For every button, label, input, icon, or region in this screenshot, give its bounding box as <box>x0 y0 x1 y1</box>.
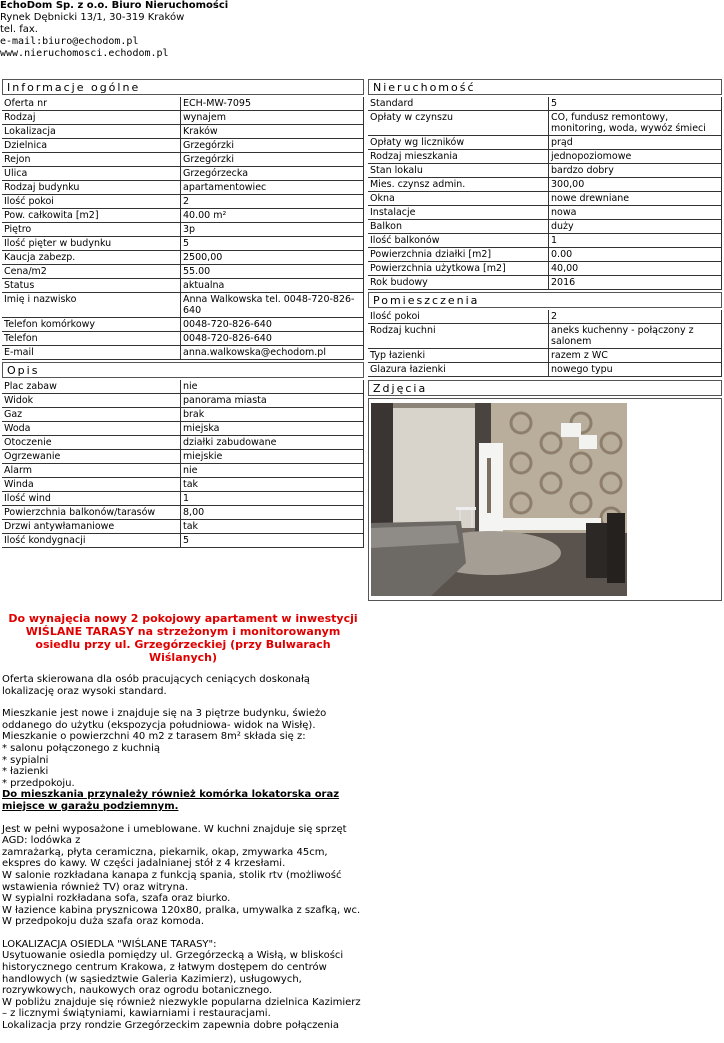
field-label: Oferta nr <box>2 97 181 111</box>
field-value: anna.walkowska@echodom.pl <box>181 346 364 360</box>
field-value: wynajem <box>181 111 364 125</box>
table-row <box>368 97 722 111</box>
field-label: Ulica <box>2 167 181 181</box>
field-value: Grzegórzki <box>181 153 364 167</box>
field-value: działki zabudowane <box>181 436 364 450</box>
field-value: apartamentowiec <box>181 181 364 195</box>
field-value: 8,00 <box>181 506 364 520</box>
field-value: 2 <box>549 310 722 324</box>
field-value: 2016 <box>549 276 722 290</box>
table-row <box>368 150 722 164</box>
field-value: miejska <box>181 422 364 436</box>
field-label: Ilość balkonów <box>368 234 549 248</box>
table-row <box>368 206 722 220</box>
table-row <box>368 136 722 150</box>
table-row <box>368 310 722 324</box>
field-value: prąd <box>549 136 722 150</box>
field-value: Anna Walkowska tel. 0048-720-826-640 <box>181 293 364 318</box>
field-label: Glazura łazienki <box>368 363 549 377</box>
section-rooms-title: Pomieszczenia <box>368 292 722 308</box>
description-text <box>2 612 364 1043</box>
rooms-table <box>368 310 722 377</box>
field-label: E-mail <box>2 346 181 360</box>
field-label: Imię i nazwisko <box>2 293 181 318</box>
table-row <box>2 139 364 153</box>
table-row <box>368 234 722 248</box>
section-general-title: Informacje ogólne <box>2 79 364 95</box>
field-label: Widok <box>2 394 181 408</box>
field-label: Drzwi antywłamaniowe <box>2 520 181 534</box>
field-label: Opłaty w czynszu <box>368 111 549 136</box>
table-row <box>2 279 364 293</box>
table-row <box>368 363 722 377</box>
table-row <box>2 153 364 167</box>
table-row <box>368 276 722 290</box>
company-address: Rynek Dębnicki 13/1, 30-319 Kraków <box>0 12 185 23</box>
field-value: aneks kuchenny - połączony z salonem <box>549 324 722 349</box>
field-label: Mies. czynsz admin. <box>368 178 549 192</box>
company-email: e-mail:biuro@echodom.pl <box>0 36 139 47</box>
field-label: Typ łazienki <box>368 349 549 363</box>
field-label: Piętro <box>2 223 181 237</box>
field-value: 40.00 m² <box>181 209 364 223</box>
table-row <box>2 464 364 478</box>
table-row <box>2 492 364 506</box>
field-label: Status <box>2 279 181 293</box>
field-value: nowa <box>549 206 722 220</box>
field-label: Opłaty wg liczników <box>368 136 549 150</box>
table-row <box>2 293 364 318</box>
field-value: CO, fundusz remontowy, monitoring, woda, wywóz śmieci <box>549 111 722 136</box>
field-label: Rodzaj mieszkania <box>368 150 549 164</box>
field-label: Lokalizacja <box>2 125 181 139</box>
opis-table <box>2 380 364 548</box>
table-row <box>2 318 364 332</box>
field-value: ECH-MW-7095 <box>181 97 364 111</box>
field-value: 1 <box>181 492 364 506</box>
table-row <box>2 237 364 251</box>
field-value: 1 <box>549 234 722 248</box>
field-label: Rodzaj kuchni <box>368 324 549 349</box>
table-row <box>2 111 364 125</box>
field-label: Ilość wind <box>2 492 181 506</box>
field-label: Rodzaj budynku <box>2 181 181 195</box>
field-label: Dzielnica <box>2 139 181 153</box>
table-row <box>2 422 364 436</box>
photo-gallery <box>368 398 722 601</box>
table-row <box>2 408 364 422</box>
field-value: 2500,00 <box>181 251 364 265</box>
description-storage-note: Do mieszkania przynależy również komórka lokatorska oraz miejsce w garażu podziemnym. <box>2 789 340 812</box>
table-row <box>2 125 364 139</box>
table-row <box>2 534 364 548</box>
table-row <box>368 248 722 262</box>
apartment-photo[interactable] <box>371 403 627 596</box>
field-label: Ilość pokoi <box>368 310 549 324</box>
table-row <box>2 436 364 450</box>
description-paragraph-2: Mieszkanie jest nowe i znajduje się na 3 piętrze budynku, świeżo oddanego do użytku (ekspozycja południowa- widok na Wisłę). Mieszkanie o powierzchni 40 m2 z tarasem 8m² składa się z: * salonu połączonego z kuchnią * sypialni * łazienki * przedpokoju. <box>2 708 327 789</box>
field-value: jednopoziomowe <box>549 150 722 164</box>
field-label: Telefon <box>2 332 181 346</box>
table-row <box>2 332 364 346</box>
table-row <box>2 394 364 408</box>
field-label: Winda <box>2 478 181 492</box>
table-row <box>2 195 364 209</box>
field-value: 5 <box>549 97 722 111</box>
table-row <box>2 450 364 464</box>
description-paragraph-3: Jest w pełni wyposażone i umeblowane. W kuchni znajduje się sprzęt AGD: lodówka z zamrażarką, płyta ceramiczna, piekarnik, okap, zmywarka 45cm, ekspres do kawy. W części jadalnianej stół z 4 krzesłami. W salonie rozkładana kanapa z funkcją spania, stolik rtv (możliwość wstawienia również TV) oraz witryna. W sypialni rozkładana sofa, szafa oraz biurko. W łazience kabina prysznicowa 120x80, pralka, umywalka z szafką, wc. W przedpokoju duża szafa oraz komoda. <box>2 823 361 928</box>
field-label: Rok budowy <box>368 276 549 290</box>
field-label: Instalacje <box>368 206 549 220</box>
agency-header <box>0 0 300 60</box>
field-value: 5 <box>181 237 364 251</box>
field-value: 3p <box>181 223 364 237</box>
left-column <box>2 79 364 548</box>
field-label: Pow. całkowita [m2] <box>2 209 181 223</box>
property-table <box>368 97 722 290</box>
company-name: EchoDom Sp. z o.o. Biuro Nieruchomości <box>0 0 229 11</box>
field-label: Okna <box>368 192 549 206</box>
field-value: 0.00 <box>549 248 722 262</box>
field-value: 2 <box>181 195 364 209</box>
field-label: Ilość pięter w budynku <box>2 237 181 251</box>
table-row <box>368 324 722 349</box>
description-headline: Do wynajęcia nowy 2 pokojowy apartament w inwestycji WIŚLANE TARASY na strzeżonym i monitorowanym osiedlu przy ul. Grzegórzeckiej (przy Bulwarach Wiślanych) <box>8 612 358 664</box>
field-value: brak <box>181 408 364 422</box>
field-label: Rodzaj <box>2 111 181 125</box>
field-value: panorama miasta <box>181 394 364 408</box>
field-value: 5 <box>181 534 364 548</box>
company-phone: tel. fax. <box>0 24 38 35</box>
field-value: Kraków <box>181 125 364 139</box>
field-value: 300,00 <box>549 178 722 192</box>
field-label: Woda <box>2 422 181 436</box>
description-paragraph-1: Oferta skierowana dla osób pracujących ceniących doskonałą lokalizację oraz wysoki standard. <box>2 674 310 697</box>
field-value: aktualna <box>181 279 364 293</box>
table-row <box>2 506 364 520</box>
table-row <box>2 346 364 360</box>
table-row <box>368 164 722 178</box>
field-label: Powierzchnia użytkowa [m2] <box>368 262 549 276</box>
field-value: 0048-720-826-640 <box>181 332 364 346</box>
field-label: Powierzchnia działki [m2] <box>368 248 549 262</box>
table-row <box>368 262 722 276</box>
general-table <box>2 97 364 360</box>
field-label: Rejon <box>2 153 181 167</box>
table-row <box>368 349 722 363</box>
right-column <box>368 79 722 601</box>
table-row <box>2 251 364 265</box>
table-row <box>2 520 364 534</box>
field-value: Grzegórzecka <box>181 167 364 181</box>
field-label: Balkon <box>368 220 549 234</box>
field-label: Stan lokalu <box>368 164 549 178</box>
field-label: Gaz <box>2 408 181 422</box>
table-row <box>2 209 364 223</box>
section-photos-title: Zdjęcia <box>368 380 722 396</box>
field-label: Telefon komórkowy <box>2 318 181 332</box>
table-row <box>368 111 722 136</box>
table-row <box>2 167 364 181</box>
field-value: 0048-720-826-640 <box>181 318 364 332</box>
table-row <box>368 192 722 206</box>
table-row <box>2 181 364 195</box>
field-value: duży <box>549 220 722 234</box>
field-label: Ilość pokoi <box>2 195 181 209</box>
field-label: Otoczenie <box>2 436 181 450</box>
table-row <box>368 178 722 192</box>
field-label: Powierzchnia balkonów/tarasów <box>2 506 181 520</box>
field-value: nowego typu <box>549 363 722 377</box>
description-paragraph-4: LOKALIZACJA OSIEDLA "WIŚLANE TARASY": Usytuowanie osiedla pomiędzy ul. Grzegórzecką a Wisłą, w bliskości historycznego centrum Krakowa, z łatwym dostępem do centrów handlowych (w sąsiedztwie Galeria Kazimierz), usługowych, rozrywkowych, naukowych oraz ogrodu botanicznego. W pobliżu znajduje się również niezwykle popularna dzielnica Kazimierz – z licznymi świątyniami, kawiarniami i restauracjami. Lokalizacja przy rondzie Grzegórzeckim zapewnia dobre połączenia <box>2 938 361 1032</box>
section-opis-title: Opis <box>2 362 364 378</box>
table-row <box>2 478 364 492</box>
field-value: nie <box>181 380 364 394</box>
field-value: 55.00 <box>181 265 364 279</box>
table-row <box>2 380 364 394</box>
field-value: Grzegórzki <box>181 139 364 153</box>
field-value: tak <box>181 520 364 534</box>
field-value: 40,00 <box>549 262 722 276</box>
table-row <box>2 223 364 237</box>
field-value: tak <box>181 478 364 492</box>
field-label: Alarm <box>2 464 181 478</box>
field-label: Plac zabaw <box>2 380 181 394</box>
field-value: nie <box>181 464 364 478</box>
field-label: Cena/m2 <box>2 265 181 279</box>
table-row <box>368 220 722 234</box>
field-value: miejskie <box>181 450 364 464</box>
field-label: Kaucja zabezp. <box>2 251 181 265</box>
company-website: www.nieruchomosci.echodom.pl <box>0 48 169 59</box>
field-value: bardzo dobry <box>549 164 722 178</box>
table-row <box>2 265 364 279</box>
field-label: Ilość kondygnacji <box>2 534 181 548</box>
field-label: Standard <box>368 97 549 111</box>
field-value: nowe drewniane <box>549 192 722 206</box>
field-label: Ogrzewanie <box>2 450 181 464</box>
section-property-title: Nieruchomość <box>368 79 722 95</box>
field-value: razem z WC <box>549 349 722 363</box>
table-row <box>2 97 364 111</box>
